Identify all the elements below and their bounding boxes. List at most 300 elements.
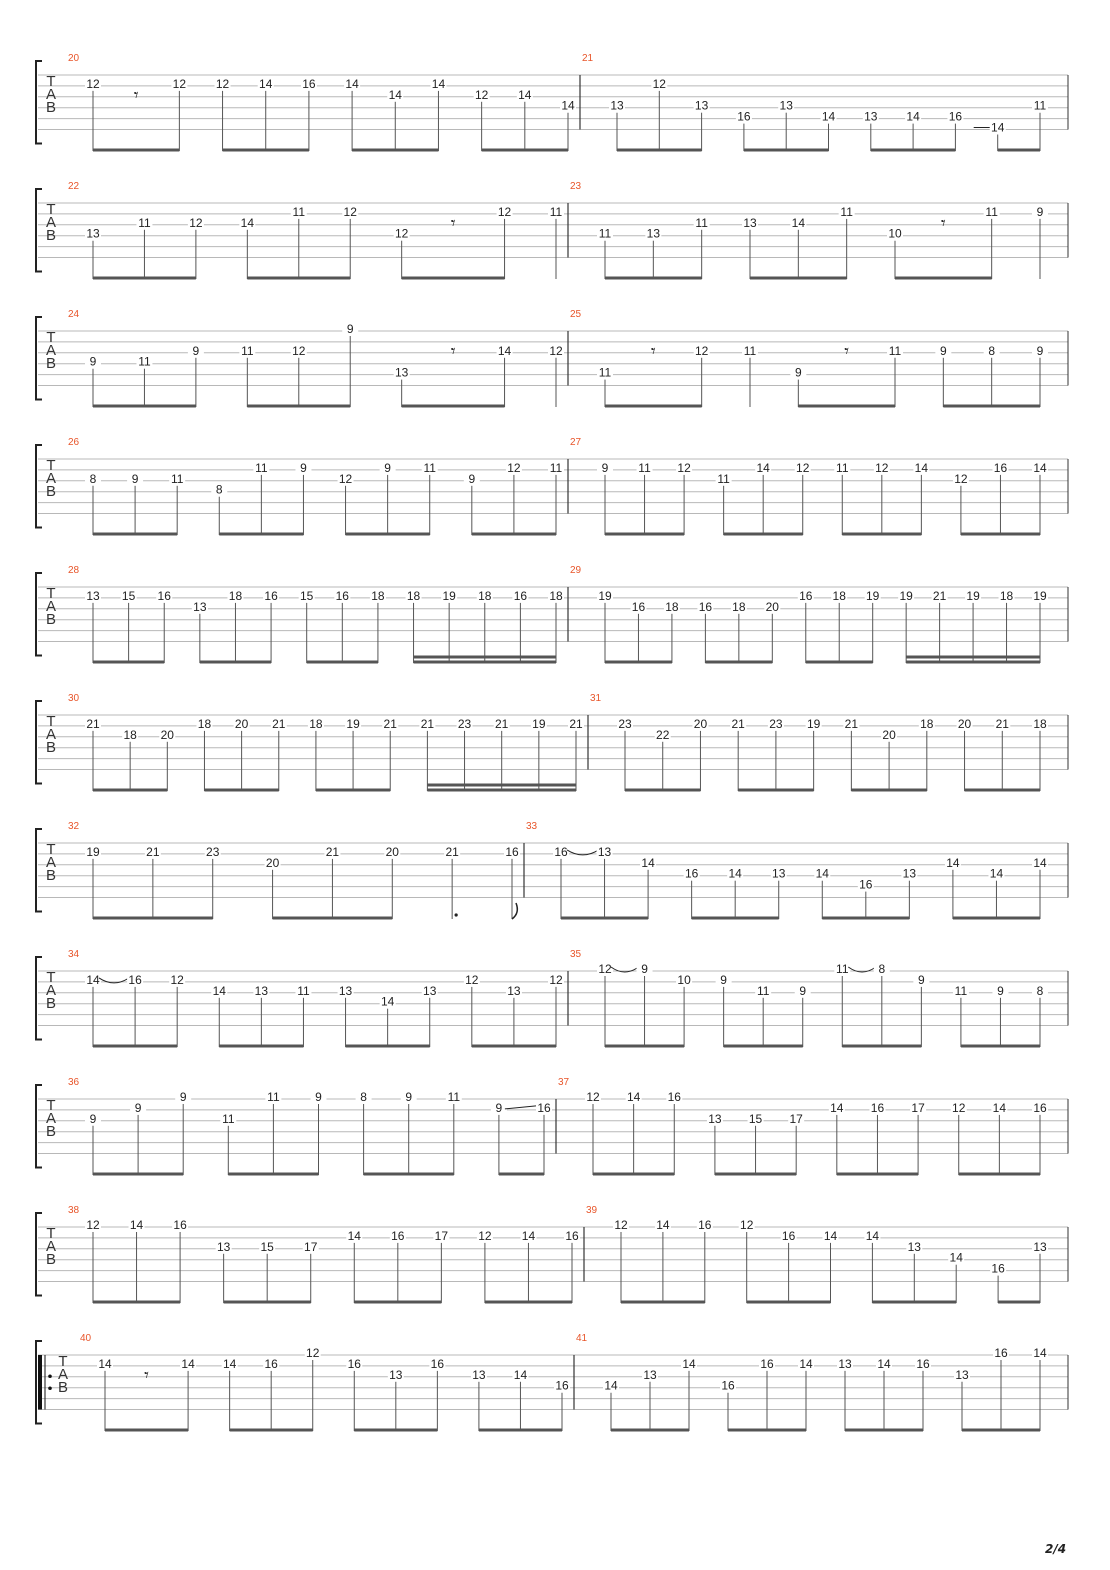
fret-number: 12	[614, 1218, 628, 1232]
fret-number: 9	[641, 962, 648, 976]
fret-number: 16	[667, 1090, 681, 1104]
fret-number: 13	[610, 98, 624, 113]
measure-number: 30	[68, 693, 80, 704]
fret-number: 21	[383, 716, 397, 731]
fret-number: 13	[864, 109, 878, 124]
fret-number: 16	[631, 599, 646, 614]
fret-number: 12	[796, 460, 810, 475]
fret-number: 9	[939, 343, 947, 358]
fret-number: 16	[302, 76, 316, 91]
fret-number: 16	[721, 1378, 735, 1393]
tab-clef-letter: B	[45, 995, 57, 1012]
tab-system	[36, 1333, 1068, 1431]
measure-number: 26	[68, 437, 80, 448]
fret-number: 14	[914, 460, 929, 475]
fret-number: 12	[306, 1346, 320, 1360]
fret-number: 19	[86, 844, 100, 859]
measure-number: 36	[68, 1077, 80, 1088]
fret-number: 14	[1033, 460, 1047, 475]
fret-number: 18	[732, 599, 746, 614]
tab-system	[36, 565, 1068, 663]
fret-number: 13	[708, 1111, 722, 1126]
fret-number: 20	[882, 727, 896, 742]
fret-number: 12	[172, 76, 187, 91]
fret-number: 14	[821, 109, 836, 124]
fret-number: 10	[677, 972, 691, 987]
fret-number: 11	[447, 1090, 461, 1104]
fret-number: 18	[999, 588, 1014, 603]
fret-number: 16	[430, 1356, 445, 1371]
measure-number: 31	[590, 693, 602, 704]
fret-number: 16	[554, 844, 568, 859]
fret-number: 17	[911, 1100, 925, 1115]
fret-number: 18	[406, 588, 421, 603]
fret-number: 14	[129, 1218, 144, 1232]
tab-system	[36, 181, 1068, 279]
fret-number: 14	[259, 76, 273, 91]
fret-number: 11	[598, 226, 612, 241]
fret-number: 20	[234, 716, 249, 731]
fret-number: 12	[86, 76, 100, 91]
fret-number: 9	[1036, 343, 1044, 358]
fret-number: 13	[254, 983, 269, 998]
fret-number: 19	[598, 588, 612, 603]
tab-system	[36, 1205, 1068, 1303]
fret-number: 21	[844, 716, 859, 731]
fret-number: 9	[799, 983, 807, 998]
fret-number: 13	[86, 226, 100, 241]
fret-number: 14	[906, 109, 920, 124]
fret-number: 14	[521, 1228, 536, 1243]
fret-number: 18	[832, 588, 846, 603]
measure-number: 34	[68, 949, 80, 960]
fret-number: 9	[794, 365, 802, 380]
eighth-rest: 𝄾	[450, 340, 456, 362]
fret-number: 13	[955, 1367, 969, 1382]
measure-number: 35	[570, 949, 582, 960]
fret-number: 12	[474, 87, 489, 102]
measure-number: 27	[570, 437, 582, 448]
fret-number: 9	[495, 1100, 503, 1115]
fret-number: 16	[157, 588, 171, 603]
tab-clef-letter: A	[45, 598, 57, 615]
fret-number: 15	[121, 588, 136, 603]
measure-number: 21	[582, 53, 594, 64]
fret-number: 11	[138, 354, 151, 369]
fret-number: 20	[160, 727, 174, 742]
fret-number: 8	[878, 962, 886, 976]
tab-clef-letter: B	[45, 611, 57, 628]
fret-number: 14	[682, 1356, 696, 1371]
fret-number: 13	[394, 365, 409, 380]
tab-system	[36, 821, 1068, 919]
tab-clef-letter: A	[45, 982, 57, 999]
eighth-rest: 𝄾	[144, 1364, 149, 1386]
fret-number: 11	[549, 204, 563, 219]
fret-number: 9	[131, 471, 139, 486]
fret-number: 13	[743, 215, 757, 230]
fret-number: 14	[98, 1356, 112, 1371]
fret-number: 18	[371, 588, 385, 603]
fret-number: 11	[267, 1090, 280, 1104]
system-bracket	[36, 189, 42, 272]
fret-number: 11	[840, 204, 853, 219]
fret-number: 15	[748, 1111, 763, 1126]
fret-number: 16	[264, 588, 278, 603]
system-bracket	[36, 957, 42, 1040]
fret-number: 18	[665, 599, 679, 614]
fret-number: 12	[875, 460, 889, 475]
fret-number: 13	[86, 588, 100, 603]
fret-number: 16	[347, 1356, 361, 1371]
system-bracket	[36, 1213, 42, 1296]
fret-number: 14	[823, 1228, 838, 1243]
tab-clef-letter: B	[57, 1379, 69, 1396]
fret-number: 9	[192, 343, 200, 358]
fret-number: 11	[743, 343, 757, 358]
fret-number: 13	[216, 1239, 231, 1254]
fret-number: 12	[189, 215, 203, 230]
fret-number: 14	[992, 1100, 1007, 1115]
fret-number: 16	[916, 1356, 930, 1371]
fret-number: 14	[222, 1356, 237, 1371]
fret-number: 12	[292, 343, 306, 358]
fret-number: 12	[694, 343, 709, 358]
tab-clef-letter: T	[46, 1097, 56, 1114]
fret-number: 14	[799, 1356, 813, 1371]
tab-clef-letter: A	[45, 470, 57, 487]
measure-number: 41	[576, 1333, 588, 1344]
fret-number: 11	[222, 1111, 235, 1126]
fret-number: 23	[618, 716, 632, 731]
tab-system	[36, 949, 1068, 1047]
fret-number: 9	[918, 972, 925, 987]
tab-clef-letter: B	[45, 483, 57, 500]
fret-number: 16	[799, 588, 813, 603]
fret-number: 21	[495, 716, 509, 731]
fret-number: 14	[561, 98, 575, 113]
fret-number: 12	[598, 962, 612, 976]
fret-number: 12	[677, 460, 691, 475]
fret-number: 9	[384, 460, 391, 475]
fret-number: 12	[549, 343, 563, 358]
fret-number: 14	[728, 866, 742, 881]
fret-number: 19	[806, 716, 821, 731]
fret-number: 8	[988, 343, 996, 358]
system-bracket	[36, 701, 42, 784]
fret-number: 20	[385, 844, 399, 859]
fret-number: 14	[656, 1218, 670, 1232]
fret-number: 14	[877, 1356, 891, 1371]
fret-number: 14	[86, 972, 100, 987]
fret-number: 11	[297, 983, 310, 998]
measure-number: 33	[526, 821, 538, 832]
fret-number: 20	[957, 716, 972, 731]
tab-clef-letter: B	[45, 227, 57, 244]
eighth-rest: 𝄾	[844, 340, 850, 362]
tab-clef-letter: A	[57, 1366, 69, 1383]
fret-number: 8	[1036, 983, 1044, 998]
fret-number: 15	[260, 1239, 274, 1254]
fret-number: 11	[255, 460, 268, 475]
fret-number: 11	[241, 343, 254, 358]
fret-number: 16	[513, 588, 528, 603]
fret-number: 9	[134, 1100, 142, 1115]
fret-number: 14	[1033, 1346, 1047, 1360]
fret-number: 14	[1033, 855, 1047, 870]
fret-number: 16	[994, 1346, 1008, 1360]
tab-clef-letter: B	[45, 355, 57, 372]
fret-number: 14	[791, 215, 806, 230]
fret-number: 12	[86, 1218, 100, 1232]
fret-number: 9	[89, 354, 97, 369]
fret-number: 18	[920, 716, 934, 731]
fret-number: 11	[985, 204, 998, 219]
tab-clef-letter: A	[45, 726, 57, 743]
fret-number: 14	[946, 855, 960, 870]
measure-number: 28	[68, 565, 80, 576]
eighth-rest: 𝄾	[940, 212, 946, 234]
fret-number: 13	[389, 1367, 403, 1382]
fret-number: 14	[431, 76, 446, 91]
fret-number: 18	[478, 588, 492, 603]
fret-number: 21	[325, 844, 340, 859]
tab-clef-letter: A	[45, 1238, 57, 1255]
measure-number: 40	[80, 1333, 92, 1344]
fret-number: 11	[836, 460, 849, 475]
fret-number: 20	[765, 599, 779, 614]
fret-number: 19	[1033, 588, 1047, 603]
tab-clef-letter: A	[45, 86, 57, 103]
eighth-rest: 𝄾	[650, 340, 656, 362]
fret-number: 23	[769, 716, 783, 731]
fret-number: 9	[315, 1090, 322, 1104]
fret-number: 8	[215, 482, 223, 497]
fret-number: 21	[995, 716, 1009, 731]
fret-number: 11	[138, 215, 151, 230]
fret-number: 16	[870, 1100, 885, 1115]
fret-number: 16	[565, 1228, 579, 1243]
fret-number: 11	[423, 460, 436, 475]
fret-number: 9	[1036, 204, 1044, 219]
fret-number: 16	[173, 1218, 187, 1232]
fret-number: 14	[991, 120, 1005, 135]
fret-number: 13	[193, 599, 207, 614]
tab-clef-letter: B	[45, 99, 57, 116]
fret-number: 9	[601, 460, 609, 475]
tab-clef-letter: T	[46, 329, 56, 346]
fret-number: 13	[907, 1239, 921, 1254]
fret-number: 19	[866, 588, 880, 603]
fret-number: 13	[694, 98, 709, 113]
fret-number: 13	[507, 983, 521, 998]
fret-number: 13	[423, 983, 437, 998]
measure-number: 39	[586, 1205, 598, 1216]
tab-clef-letter: T	[46, 841, 56, 858]
tab-clef-letter: B	[45, 739, 57, 756]
fret-number: 16	[760, 1356, 774, 1371]
fret-number: 8	[360, 1090, 367, 1104]
tab-clef-letter: T	[46, 1225, 56, 1242]
page-number: 2/4	[1045, 1542, 1067, 1556]
fret-number: 12	[215, 76, 230, 91]
fret-number: 18	[549, 588, 563, 603]
tab-clef-letter: A	[45, 854, 57, 871]
eighth-rest: 𝄾	[450, 212, 456, 234]
tab-system	[36, 1077, 1068, 1175]
fret-number: 13	[772, 866, 786, 881]
fret-number: 9	[997, 983, 1004, 998]
fret-number: 13	[779, 98, 793, 113]
fret-number: 14	[212, 983, 226, 998]
fret-number: 16	[948, 109, 963, 124]
fret-number: 14	[641, 855, 655, 870]
system-bracket	[36, 61, 42, 144]
fret-number: 17	[434, 1228, 449, 1243]
fret-number: 12	[478, 1228, 492, 1243]
measure-number: 29	[570, 565, 582, 576]
fret-number: 16	[684, 866, 699, 881]
fret-number: 13	[472, 1367, 486, 1382]
fret-number: 12	[497, 204, 512, 219]
fret-number: 19	[899, 588, 913, 603]
fret-number: 18	[123, 727, 137, 742]
fret-number: 11	[549, 460, 563, 475]
fret-number: 16	[698, 1218, 712, 1232]
fret-number: 12	[549, 972, 563, 987]
tab-clef-letter: T	[46, 969, 56, 986]
tab-clef-letter: T	[46, 201, 56, 218]
fret-number: 19	[346, 716, 360, 731]
fret-number: 14	[815, 866, 829, 881]
fret-number: 18	[228, 588, 243, 603]
fret-number: 16	[537, 1100, 551, 1115]
fret-number: 17	[304, 1239, 318, 1254]
fret-number: 11	[695, 215, 708, 230]
fret-number: 13	[597, 844, 612, 859]
fret-number: 21	[569, 716, 583, 731]
repeat-dot	[48, 1374, 52, 1378]
tab-clef-letter: A	[45, 214, 57, 231]
fret-number: 11	[1033, 98, 1047, 113]
system-bracket	[36, 317, 42, 400]
fret-number: 16	[781, 1228, 796, 1243]
fret-number: 11	[836, 962, 849, 976]
fret-number: 16	[555, 1378, 569, 1393]
fret-number: 9	[179, 1090, 187, 1104]
fret-number: 14	[240, 215, 255, 230]
fret-number: 19	[966, 588, 980, 603]
fret-number: 14	[181, 1356, 195, 1371]
tab-clef-letter: T	[46, 713, 56, 730]
fret-number: 10	[888, 226, 902, 241]
fret-number: 14	[830, 1100, 844, 1115]
fret-number: 14	[604, 1378, 618, 1393]
fret-number: 13	[902, 866, 917, 881]
fret-number: 11	[638, 460, 651, 475]
fret-number: 18	[309, 716, 323, 731]
fret-number: 20	[265, 855, 280, 870]
tab-clef-letter: T	[58, 1353, 68, 1370]
fret-number: 9	[346, 322, 354, 336]
fret-number: 19	[442, 588, 456, 603]
fret-number: 21	[932, 588, 947, 603]
fret-number: 14	[497, 343, 512, 358]
fret-number: 13	[838, 1356, 852, 1371]
fret-number: 17	[789, 1111, 803, 1126]
fret-number: 11	[756, 983, 770, 998]
fret-number: 11	[954, 983, 968, 998]
fret-number: 12	[954, 471, 968, 486]
fret-number: 14	[388, 87, 402, 102]
fret-number: 11	[170, 471, 184, 486]
tab-system	[36, 309, 1068, 407]
tab-clef-letter: T	[46, 73, 56, 90]
system-bracket	[36, 1085, 42, 1168]
tab-clef-letter: B	[45, 867, 57, 884]
system-bracket	[36, 445, 42, 528]
fret-number: 16	[859, 877, 873, 892]
measure-number: 25	[570, 309, 582, 320]
fret-number: 15	[300, 588, 314, 603]
fret-number: 13	[646, 226, 661, 241]
tab-clef-letter: B	[45, 1123, 57, 1140]
fret-number: 12	[338, 471, 353, 486]
measure-number: 24	[68, 309, 80, 320]
fret-number: 11	[598, 365, 612, 380]
fret-number: 16	[391, 1228, 405, 1243]
fret-number: 19	[532, 716, 546, 731]
measure-number: 32	[68, 821, 80, 832]
fret-number: 21	[272, 716, 286, 731]
fret-number: 16	[737, 109, 751, 124]
fret-number: 12	[170, 972, 184, 987]
measure-number: 38	[68, 1205, 80, 1216]
fret-number: 9	[405, 1090, 413, 1104]
fret-number: 21	[420, 716, 435, 731]
fret-number: 12	[394, 226, 409, 241]
fret-number: 14	[380, 994, 395, 1009]
fret-number: 21	[146, 844, 160, 859]
tab-clef-letter: T	[46, 457, 56, 474]
fret-number: 20	[693, 716, 708, 731]
fret-number: 11	[888, 343, 902, 358]
fret-number: 9	[89, 1111, 97, 1126]
fret-number: 12	[740, 1218, 754, 1232]
fret-number: 12	[507, 460, 521, 475]
fret-number: 21	[731, 716, 745, 731]
fret-number: 23	[206, 844, 220, 859]
eighth-rest: 𝄾	[133, 84, 139, 106]
fret-number: 14	[865, 1228, 880, 1243]
fret-number: 12	[652, 76, 666, 91]
fret-number: 16	[993, 460, 1008, 475]
fret-number: 16	[505, 844, 519, 859]
fret-number: 16	[1033, 1100, 1047, 1115]
slide	[505, 1106, 536, 1109]
fret-number: 14	[347, 1228, 361, 1243]
fret-number: 14	[756, 460, 770, 475]
tab-clef-letter: A	[45, 1110, 57, 1127]
fret-number: 21	[86, 716, 100, 731]
fret-number: 22	[656, 727, 670, 742]
fret-number: 11	[717, 471, 730, 486]
measure-number: 20	[68, 53, 80, 64]
fret-number: 12	[465, 972, 479, 987]
fret-number: 21	[445, 844, 459, 859]
fret-number: 14	[518, 87, 532, 102]
fret-number: 18	[197, 716, 212, 731]
